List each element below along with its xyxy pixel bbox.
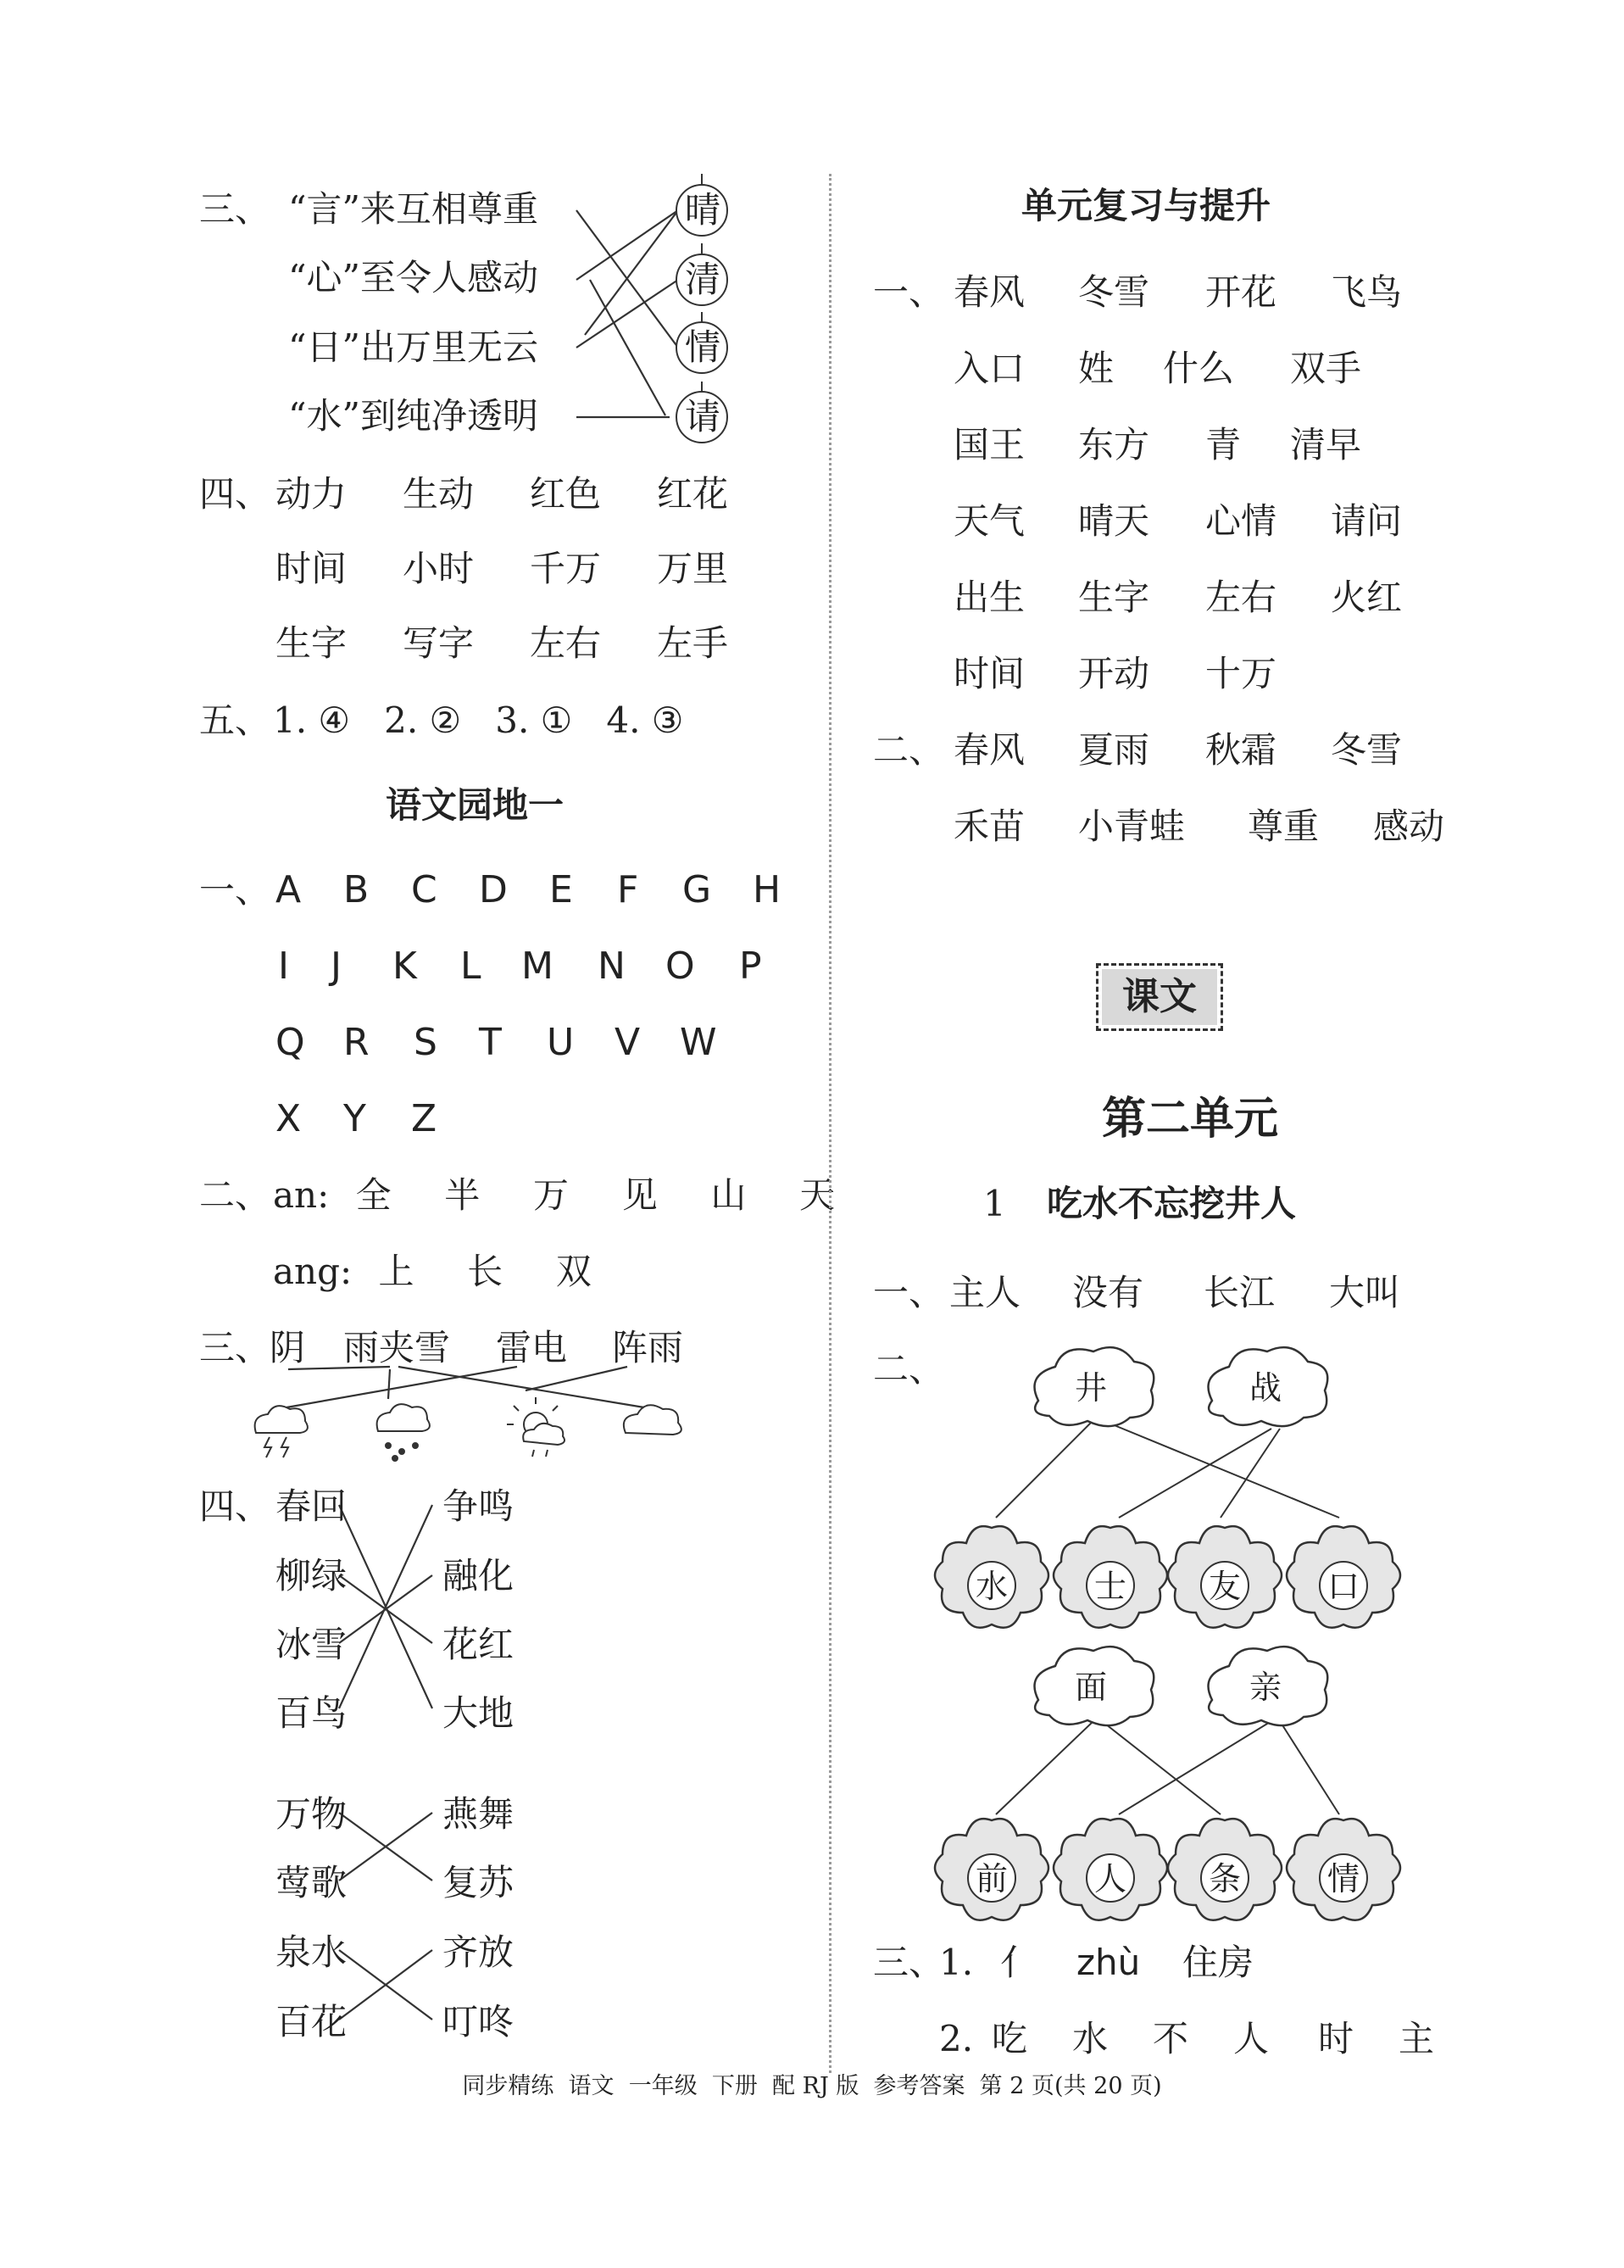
- word: 小时: [403, 548, 475, 589]
- char: 水: [1072, 2018, 1109, 2059]
- section-label: 三、: [199, 1327, 271, 1368]
- word: 双手: [1290, 348, 1362, 389]
- word: 东方: [1078, 424, 1150, 465]
- weather-word: 雷电: [496, 1327, 568, 1368]
- letter: A: [275, 868, 302, 911]
- word: 主人: [949, 1272, 1021, 1313]
- section-label: 一、: [873, 271, 945, 313]
- word: 感动: [1373, 805, 1445, 847]
- word: 入口: [954, 348, 1026, 389]
- word: 冬雪: [1331, 729, 1403, 771]
- lantern-char: 晴: [685, 189, 721, 231]
- cloud-char: 面: [1075, 1669, 1108, 1706]
- flower-char: 前: [976, 1860, 1009, 1897]
- answers: 1. ④ 2. ② 3. ① 4. ③: [273, 699, 684, 741]
- word: 晴天: [1078, 500, 1150, 542]
- match-word: 泉水: [275, 1931, 348, 1973]
- match-word: 争鸣: [442, 1485, 514, 1527]
- word: 万里: [657, 548, 729, 589]
- letter: P: [739, 945, 762, 988]
- match-phrase: “言”来互相尊重: [288, 188, 538, 230]
- letter: J: [331, 945, 342, 988]
- word: 国王: [954, 424, 1026, 465]
- section-label: 五、: [199, 699, 271, 741]
- match-word: 大地: [442, 1692, 514, 1734]
- word: 飞鸟: [1331, 271, 1403, 313]
- match-word: 春回: [275, 1485, 348, 1527]
- letter: T: [479, 1021, 502, 1064]
- match-word: 花红: [442, 1624, 514, 1665]
- word: 没有: [1072, 1272, 1144, 1313]
- word: 红色: [530, 473, 602, 515]
- letter: M: [521, 945, 553, 988]
- word: 住房: [1182, 1942, 1254, 1983]
- word: 生字: [1078, 577, 1150, 618]
- flower-char: 口: [1327, 1568, 1360, 1605]
- weather-word: 雨夹雪: [343, 1327, 451, 1368]
- section-title: 单元复习与提升: [1021, 185, 1271, 226]
- letter: Y: [343, 1097, 366, 1140]
- word: 小青蛙: [1078, 805, 1186, 847]
- match-phrase: “心”至令人感动: [288, 257, 538, 298]
- flower-char: 情: [1327, 1860, 1360, 1897]
- word: 春风: [954, 271, 1026, 313]
- match-word: 百鸟: [275, 1692, 348, 1734]
- word: 开花: [1205, 271, 1277, 313]
- letter: Q: [275, 1021, 305, 1064]
- section-label: 三、: [873, 1942, 945, 1983]
- weather-word: 阴: [270, 1327, 306, 1368]
- section-title: 语文园地一: [386, 784, 565, 826]
- item-number: 2.: [939, 2018, 974, 2059]
- match-word: 冰雪: [275, 1624, 348, 1665]
- char: 吃: [992, 2018, 1028, 2059]
- match-word: 融化: [442, 1555, 514, 1597]
- radical: 亻: [1000, 1942, 1037, 1983]
- word: 写字: [403, 622, 475, 664]
- match-phrase: “日”出万里无云: [288, 326, 538, 368]
- char: 人: [1233, 2018, 1270, 2059]
- pinyin-an-row: an: 全 半 万 见 山 天: [273, 1174, 836, 1216]
- word: 尊重: [1248, 805, 1320, 847]
- letter: I: [278, 945, 289, 988]
- section-label: 二、: [199, 1174, 271, 1216]
- word: 心情: [1205, 500, 1277, 542]
- letter: Z: [411, 1097, 437, 1140]
- section-label: 三、: [199, 188, 271, 230]
- lantern-char: 清: [685, 259, 721, 300]
- pinyin-ang-row: ang: 上 长 双: [273, 1251, 592, 1292]
- match-word: 百花: [275, 2001, 348, 2042]
- letter: R: [343, 1021, 370, 1064]
- letter: B: [343, 868, 370, 911]
- word: 左右: [530, 622, 602, 664]
- weather-icons: [255, 1397, 681, 1461]
- match-word: 复苏: [442, 1862, 514, 1903]
- word: 大叫: [1329, 1272, 1401, 1313]
- letter: S: [414, 1021, 437, 1064]
- word: 红花: [657, 473, 729, 515]
- word: 春风: [954, 729, 1026, 771]
- char: 主: [1399, 2018, 1435, 2059]
- word: 青: [1205, 424, 1242, 465]
- char: 时: [1318, 2018, 1354, 2059]
- lesson-title: 吃水不忘挖井人: [1047, 1183, 1297, 1224]
- letter: X: [275, 1097, 302, 1140]
- word: 天气: [954, 500, 1026, 542]
- letter: E: [549, 868, 573, 911]
- word: 什么: [1163, 348, 1235, 389]
- flower-char: 条: [1209, 1860, 1242, 1897]
- letter: C: [411, 868, 437, 911]
- word: 十万: [1205, 653, 1277, 694]
- section-label: 四、: [199, 473, 271, 515]
- section-label: 二、: [873, 729, 945, 771]
- word: 左右: [1205, 577, 1277, 618]
- word: 夏雨: [1078, 729, 1150, 771]
- lesson-number: 1: [983, 1183, 1006, 1224]
- char: 不: [1153, 2018, 1189, 2059]
- word: 请问: [1331, 500, 1403, 542]
- section-label: 一、: [873, 1272, 945, 1313]
- column-divider: [829, 174, 831, 2073]
- match-word: 齐放: [442, 1931, 514, 1973]
- word: 冬雪: [1078, 271, 1150, 313]
- match-word: 柳绿: [275, 1555, 348, 1597]
- word: 火红: [1331, 577, 1403, 618]
- match-word: 叮咚: [442, 2001, 514, 2042]
- section-stamp: 课文: [1102, 969, 1217, 1025]
- cloud-char: 战: [1249, 1369, 1282, 1407]
- cloud-char: 井: [1075, 1369, 1108, 1407]
- word: 长江: [1204, 1272, 1276, 1313]
- letter: U: [547, 1021, 575, 1064]
- letter: W: [680, 1021, 717, 1064]
- word: 清早: [1290, 424, 1362, 465]
- flower-char: 水: [976, 1568, 1009, 1605]
- word: 生字: [275, 622, 348, 664]
- word: 姓: [1078, 348, 1115, 389]
- section-label: 四、: [199, 1485, 271, 1527]
- match-word: 万物: [275, 1793, 348, 1835]
- word: 出生: [954, 577, 1026, 618]
- weather-word: 阵雨: [612, 1327, 684, 1368]
- item-number: 1.: [939, 1942, 974, 1983]
- word: 动力: [275, 473, 348, 515]
- letter: V: [615, 1021, 641, 1064]
- page-footer: 同步精练 语文 一年级 下册 配 RJ 版 参考答案 第 2 页(共 20 页): [462, 2073, 1162, 2099]
- section-label: 一、: [199, 869, 271, 911]
- letter: G: [682, 868, 712, 911]
- pinyin: zhù: [1076, 1942, 1141, 1983]
- match-word: 莺歌: [275, 1862, 348, 1903]
- flower-char: 士: [1094, 1568, 1127, 1605]
- word: 时间: [954, 653, 1026, 694]
- letter: O: [665, 945, 695, 988]
- letter: N: [598, 945, 626, 988]
- word: 禾苗: [954, 805, 1026, 847]
- section-label: 二、: [873, 1348, 945, 1390]
- word: 左手: [657, 622, 729, 664]
- letter: D: [479, 868, 508, 911]
- lantern-char: 请: [685, 396, 721, 437]
- cloud-char: 亲: [1249, 1669, 1282, 1706]
- word: 千万: [530, 548, 602, 589]
- flower-char: 人: [1094, 1860, 1127, 1897]
- letter: L: [460, 945, 481, 988]
- letter: K: [392, 945, 417, 988]
- match-phrase: “水”到纯净透明: [288, 395, 538, 437]
- match-word: 燕舞: [442, 1793, 514, 1835]
- word: 时间: [275, 548, 348, 589]
- letter: F: [617, 868, 639, 911]
- word: 生动: [403, 473, 475, 515]
- flower-char: 友: [1209, 1568, 1242, 1605]
- lantern-char: 情: [685, 326, 721, 368]
- word: 秋霜: [1205, 729, 1277, 771]
- letter: H: [753, 868, 781, 911]
- unit-title: 第二单元: [1102, 1094, 1279, 1145]
- word: 开动: [1078, 653, 1150, 694]
